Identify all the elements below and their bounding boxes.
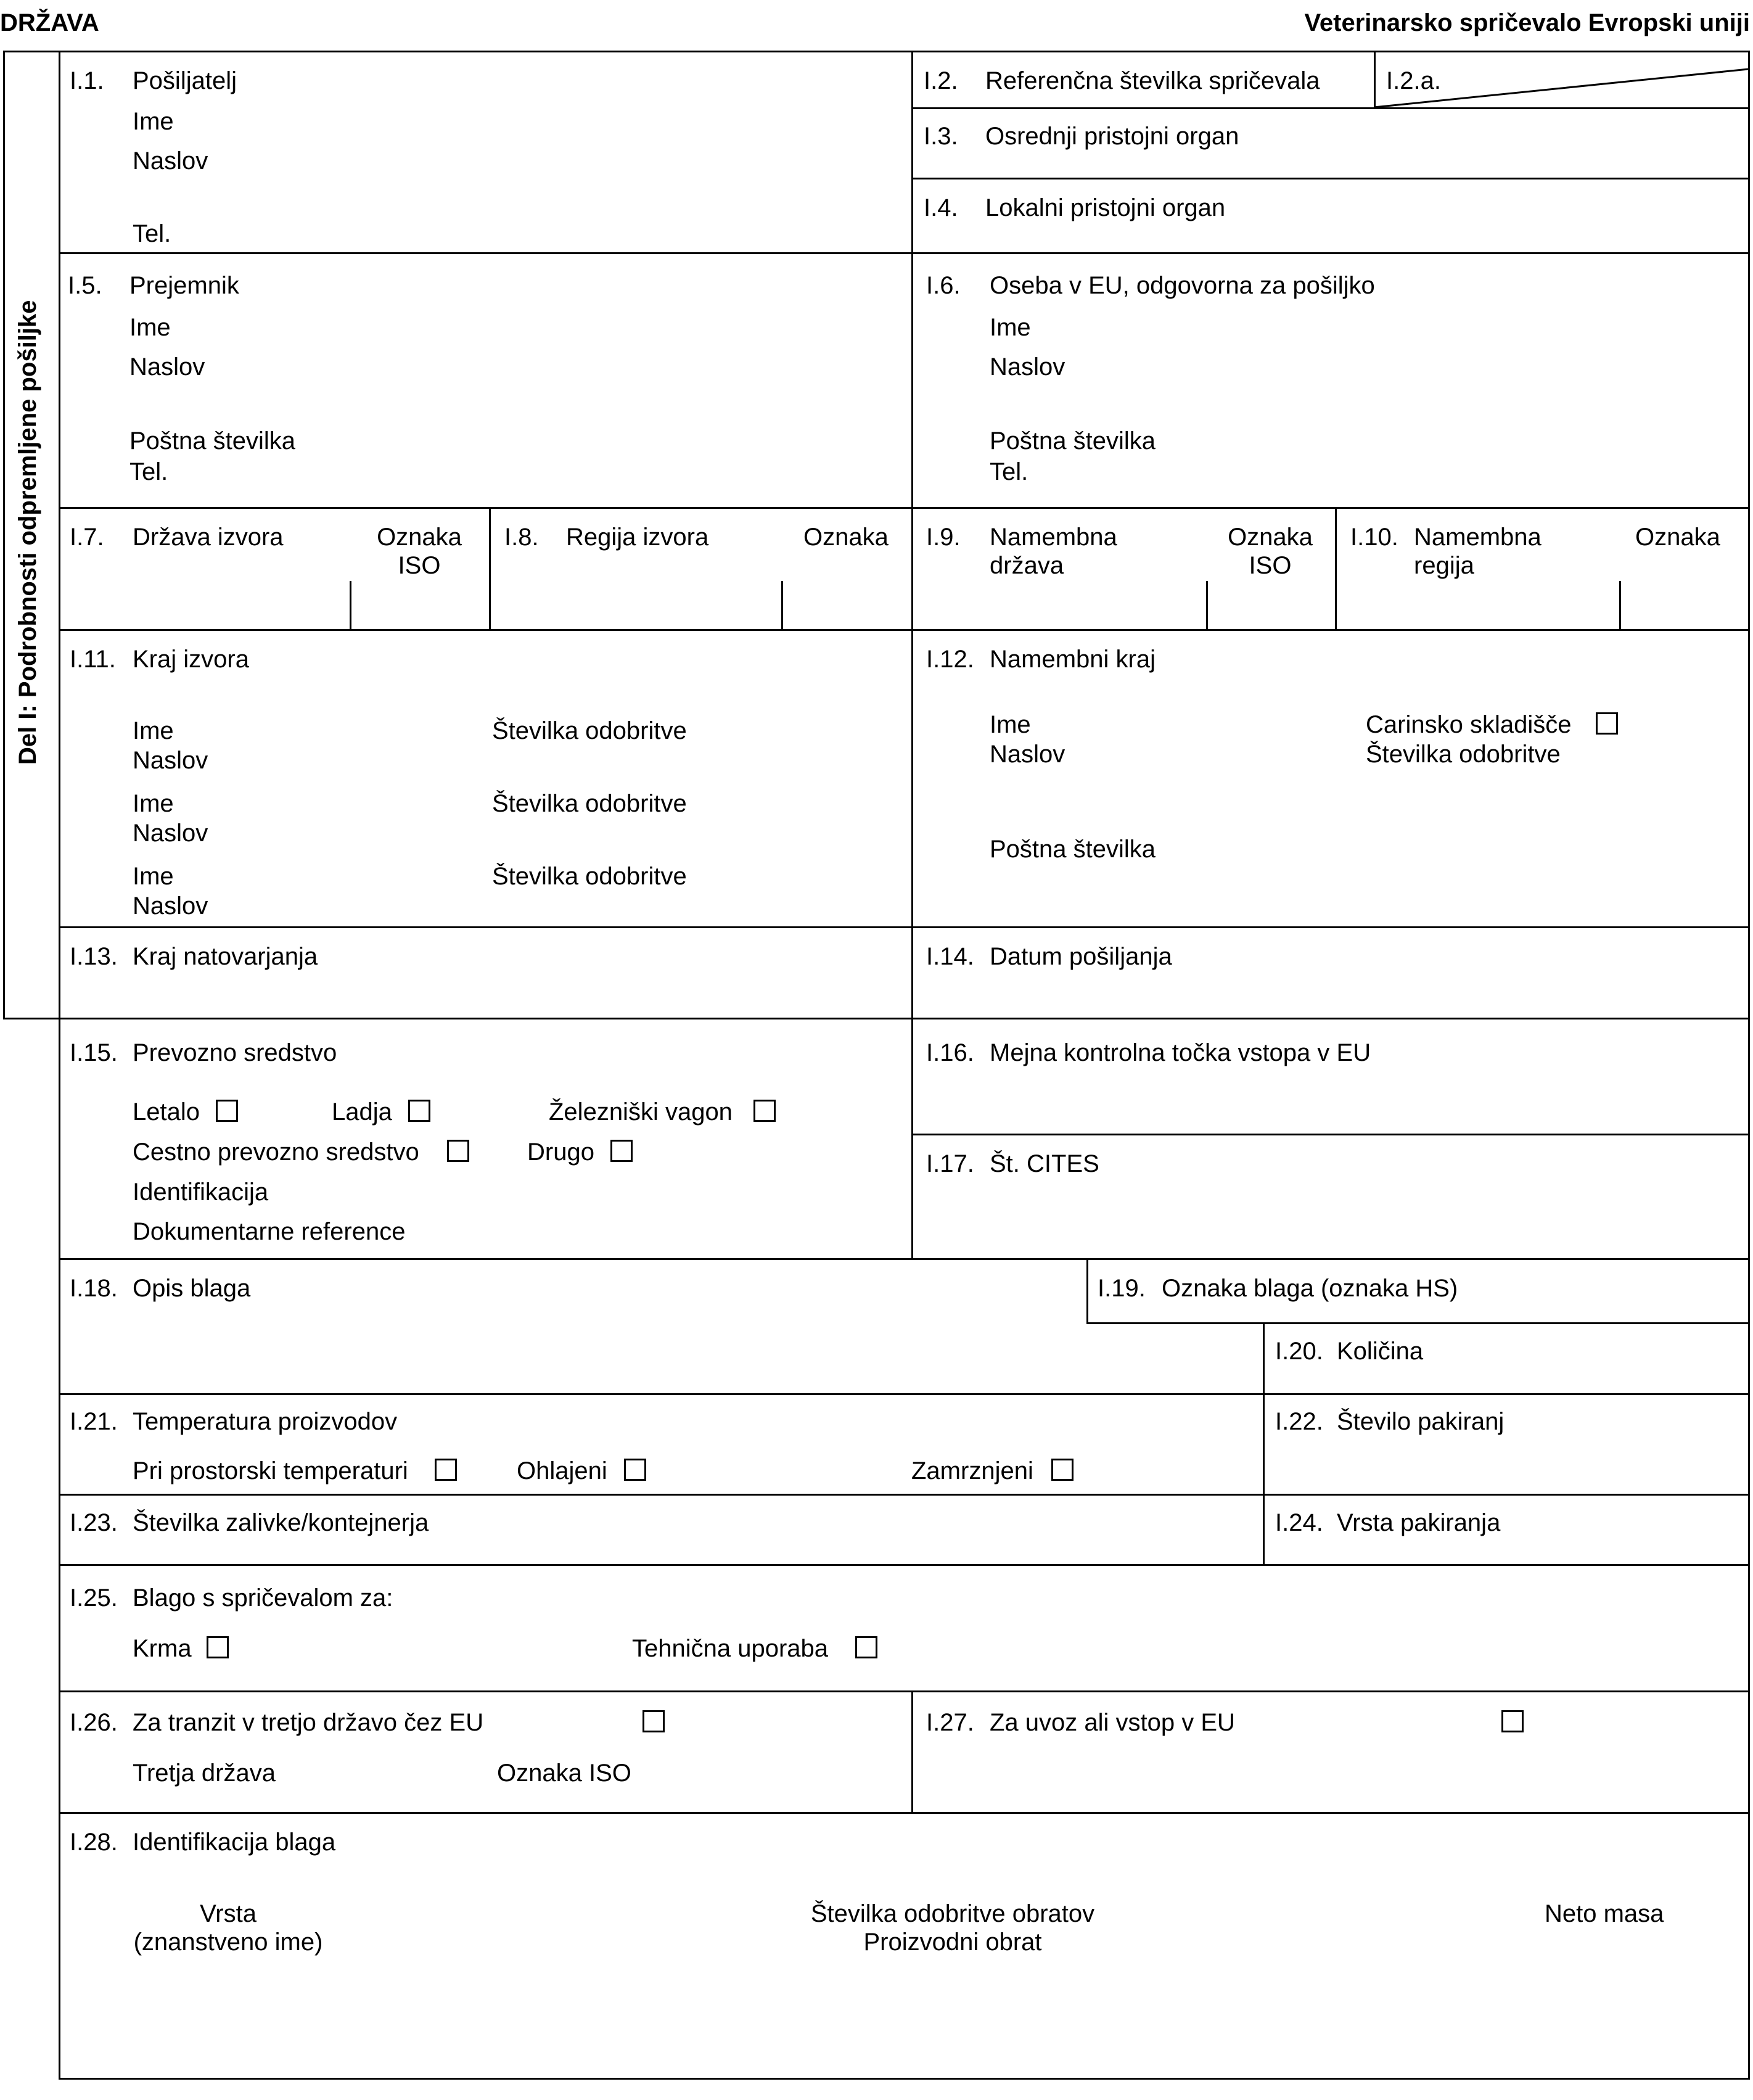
field-number: I.2. bbox=[924, 67, 958, 94]
field-number: I.26. bbox=[70, 1709, 118, 1736]
temperature-frozen-checkbox[interactable] bbox=[1051, 1459, 1074, 1481]
field-number: I.5. bbox=[68, 272, 102, 299]
line bbox=[489, 507, 491, 630]
customs-warehouse-checkbox[interactable] bbox=[1596, 712, 1618, 735]
seal-number-label: Številka zalivke/kontejnerja bbox=[133, 1509, 429, 1536]
destination-country-code-label: Oznaka bbox=[1228, 524, 1313, 551]
place-origin-address-3: Naslov bbox=[133, 892, 208, 920]
responsible-person-label: Oseba v EU, odgovorna za pošiljko bbox=[990, 272, 1375, 299]
side-label: Del I: Podrobnosti odpremljene pošiljke bbox=[14, 300, 41, 765]
field-number: I.24. bbox=[1275, 1509, 1323, 1536]
feed-checkbox[interactable] bbox=[207, 1636, 229, 1658]
line bbox=[911, 1018, 913, 1259]
certified-goods-label: Blago s spričevalom za: bbox=[133, 1584, 393, 1612]
line bbox=[911, 1690, 913, 1813]
approval-number-label: Številka odobritve obratov bbox=[810, 1900, 1095, 1927]
field-number: I.17. bbox=[926, 1150, 974, 1177]
line bbox=[59, 1258, 1750, 1260]
transport-rail-label: Železniški vagon bbox=[549, 1098, 733, 1126]
line bbox=[911, 51, 913, 1019]
temperature-label: Temperatura proizvodov bbox=[133, 1408, 398, 1435]
customs-warehouse-label: Carinsko skladišče bbox=[1366, 711, 1572, 738]
transit-checkbox[interactable] bbox=[642, 1710, 665, 1732]
destination-region-label-2: regija bbox=[1414, 552, 1474, 579]
field-number: I.8. bbox=[504, 524, 539, 551]
line bbox=[350, 581, 351, 630]
import-label: Za uvoz ali vstop v EU bbox=[990, 1709, 1235, 1736]
place-destination-address-label: Naslov bbox=[990, 741, 1065, 768]
transport-airplane-label: Letalo bbox=[133, 1098, 200, 1126]
net-weight-label: Neto masa bbox=[1545, 1900, 1664, 1927]
technical-use-checkbox[interactable] bbox=[855, 1636, 877, 1658]
line bbox=[59, 1564, 1750, 1566]
line bbox=[59, 2078, 1750, 2080]
line bbox=[1206, 581, 1208, 630]
field-number: I.11. bbox=[70, 646, 116, 673]
line bbox=[1263, 1322, 1265, 1495]
place-destination-name-label: Ime bbox=[990, 711, 1031, 738]
place-destination-label: Namembni kraj bbox=[990, 646, 1156, 673]
feed-label: Krma bbox=[133, 1635, 192, 1662]
header-title: Veterinarsko spričevalo Evropski uniji bbox=[1304, 9, 1750, 36]
transport-airplane-checkbox[interactable] bbox=[216, 1100, 238, 1122]
responsible-tel-label: Tel. bbox=[990, 458, 1028, 485]
line bbox=[59, 1018, 1750, 1019]
field-number: I.2.a. bbox=[1386, 67, 1441, 94]
field-number: I.28. bbox=[70, 1829, 118, 1856]
species-label: Vrsta bbox=[200, 1900, 257, 1927]
line bbox=[911, 178, 1750, 179]
place-origin-approval-3: Številka odobritve bbox=[492, 863, 687, 890]
commodity-code-label: Oznaka blaga (oznaka HS) bbox=[1162, 1275, 1458, 1302]
field-number: I.14. bbox=[926, 943, 974, 970]
third-country-iso-label: Oznaka ISO bbox=[497, 1760, 631, 1787]
consignor-tel-label: Tel. bbox=[133, 220, 171, 247]
line bbox=[1263, 1494, 1265, 1565]
destination-region-code-label: Oznaka bbox=[1635, 524, 1720, 551]
consignor-name-label: Ime bbox=[133, 108, 174, 135]
third-country-label: Tretja država bbox=[133, 1760, 276, 1787]
country-origin-iso-label: ISO bbox=[398, 552, 441, 579]
field-number: I.9. bbox=[926, 524, 961, 551]
place-origin-name-2: Ime bbox=[133, 790, 174, 817]
consignee-tel-label: Tel. bbox=[129, 458, 168, 485]
place-destination-approval-label: Številka odobritve bbox=[1366, 741, 1561, 768]
transport-other-checkbox[interactable] bbox=[610, 1140, 633, 1162]
cites-label: Št. CITES bbox=[990, 1150, 1099, 1177]
transport-identification-label: Identifikacija bbox=[133, 1179, 269, 1206]
transport-road-checkbox[interactable] bbox=[447, 1140, 469, 1162]
place-destination-postal-label: Poštna številka bbox=[990, 836, 1156, 863]
field-number: I.19. bbox=[1098, 1275, 1146, 1302]
region-origin-code-label: Oznaka bbox=[803, 524, 889, 551]
field-number: I.15. bbox=[70, 1039, 118, 1066]
place-origin-address-2: Naslov bbox=[133, 820, 208, 847]
destination-country-label-2: država bbox=[990, 552, 1064, 579]
responsible-postal-label: Poštna številka bbox=[990, 427, 1156, 455]
place-origin-name-1: Ime bbox=[133, 717, 174, 744]
line bbox=[59, 1690, 1750, 1692]
header-country: DRŽAVA bbox=[0, 9, 99, 36]
line bbox=[781, 581, 783, 630]
line bbox=[59, 1494, 1750, 1496]
temperature-chilled-label: Ohlajeni bbox=[517, 1457, 607, 1484]
transit-label: Za tranzit v tretjo državo čez EU bbox=[133, 1709, 484, 1736]
package-type-label: Vrsta pakiranja bbox=[1337, 1509, 1501, 1536]
place-origin-label: Kraj izvora bbox=[133, 646, 249, 673]
country-origin-code-label: Oznaka bbox=[377, 524, 462, 551]
place-origin-address-1: Naslov bbox=[133, 747, 208, 774]
temperature-frozen-label: Zamrznjeni bbox=[911, 1457, 1033, 1484]
technical-use-label: Tehnična uporaba bbox=[632, 1635, 829, 1662]
consignor-label: Pošiljatelj bbox=[133, 67, 237, 94]
line bbox=[1086, 1258, 1088, 1324]
consignee-name-label: Ime bbox=[129, 314, 171, 341]
line bbox=[3, 51, 5, 1019]
field-number: I.3. bbox=[924, 123, 958, 150]
destination-region-label: Namembna bbox=[1414, 524, 1542, 551]
line bbox=[59, 629, 1750, 631]
line bbox=[1748, 51, 1750, 2080]
transport-ship-label: Ladja bbox=[332, 1098, 392, 1126]
border-post-label: Mejna kontrolna točka vstopa v EU bbox=[990, 1039, 1371, 1066]
consignee-address-label: Naslov bbox=[129, 353, 205, 381]
country-origin-label: Država izvora bbox=[133, 524, 284, 551]
temperature-chilled-checkbox[interactable] bbox=[624, 1459, 646, 1481]
consignor-address-label: Naslov bbox=[133, 147, 208, 175]
line bbox=[59, 926, 1750, 928]
local-authority-label: Lokalni pristojni organ bbox=[985, 194, 1226, 221]
field-number: I.22. bbox=[1275, 1408, 1323, 1435]
field-number: I.18. bbox=[70, 1275, 118, 1302]
field-number: I.20. bbox=[1275, 1338, 1323, 1365]
field-number: I.10. bbox=[1350, 524, 1398, 551]
line bbox=[59, 1812, 1750, 1814]
place-origin-approval-2: Številka odobritve bbox=[492, 790, 687, 817]
line bbox=[3, 1018, 60, 1019]
loading-place-label: Kraj natovarjanja bbox=[133, 943, 318, 970]
line bbox=[911, 1134, 1750, 1135]
line bbox=[1086, 1322, 1750, 1324]
transport-other-label: Drugo bbox=[527, 1139, 594, 1166]
field-number: I.7. bbox=[70, 524, 104, 551]
species-scientific-label: (znanstveno ime) bbox=[133, 1929, 323, 1956]
place-origin-approval-1: Številka odobritve bbox=[492, 717, 687, 744]
field-number: I.12. bbox=[926, 646, 974, 673]
field-number: I.23. bbox=[70, 1509, 118, 1536]
goods-description-label: Opis blaga bbox=[133, 1275, 251, 1302]
line bbox=[1335, 507, 1337, 630]
transport-road-label: Cestno prevozno sredstvo bbox=[133, 1139, 419, 1166]
line bbox=[59, 507, 1750, 509]
field-number: I.4. bbox=[924, 194, 958, 221]
field-number: I.1. bbox=[70, 67, 104, 94]
field-number: I.21. bbox=[70, 1408, 118, 1435]
transport-ship-checkbox[interactable] bbox=[408, 1100, 430, 1122]
temperature-ambient-checkbox[interactable] bbox=[435, 1459, 457, 1481]
destination-country-iso-label: ISO bbox=[1249, 552, 1292, 579]
region-origin-label: Regija izvora bbox=[566, 524, 709, 551]
line bbox=[59, 252, 1750, 254]
certificate-reference-label: Referenčna številka spričevala bbox=[985, 67, 1320, 94]
line bbox=[59, 51, 60, 2080]
transport-rail-checkbox[interactable] bbox=[753, 1100, 776, 1122]
field-number: I.25. bbox=[70, 1584, 118, 1612]
line bbox=[1619, 581, 1621, 630]
field-number: I.6. bbox=[926, 272, 961, 299]
responsible-address-label: Naslov bbox=[990, 353, 1065, 381]
destination-country-label: Namembna bbox=[990, 524, 1117, 551]
place-origin-name-3: Ime bbox=[133, 863, 174, 890]
quantity-label: Količina bbox=[1337, 1338, 1424, 1365]
responsible-name-label: Ime bbox=[990, 314, 1031, 341]
line bbox=[59, 1393, 1750, 1395]
package-count-label: Število pakiranj bbox=[1337, 1408, 1505, 1435]
field-number: I.16. bbox=[926, 1039, 974, 1066]
field-number: I.13. bbox=[70, 943, 118, 970]
transport-label: Prevozno sredstvo bbox=[133, 1039, 337, 1066]
consignee-postal-label: Poštna številka bbox=[129, 427, 296, 455]
import-checkbox[interactable] bbox=[1501, 1710, 1524, 1732]
temperature-ambient-label: Pri prostorski temperaturi bbox=[133, 1457, 408, 1484]
field-number: I.27. bbox=[926, 1709, 974, 1736]
goods-identification-label: Identifikacija blaga bbox=[133, 1829, 336, 1856]
transport-documents-label: Dokumentarne reference bbox=[133, 1218, 406, 1245]
central-authority-label: Osrednji pristojni organ bbox=[985, 123, 1239, 150]
departure-date-label: Datum pošiljanja bbox=[990, 943, 1172, 970]
consignee-label: Prejemnik bbox=[129, 272, 239, 299]
manufacturing-plant-label: Proizvodni obrat bbox=[863, 1929, 1042, 1956]
